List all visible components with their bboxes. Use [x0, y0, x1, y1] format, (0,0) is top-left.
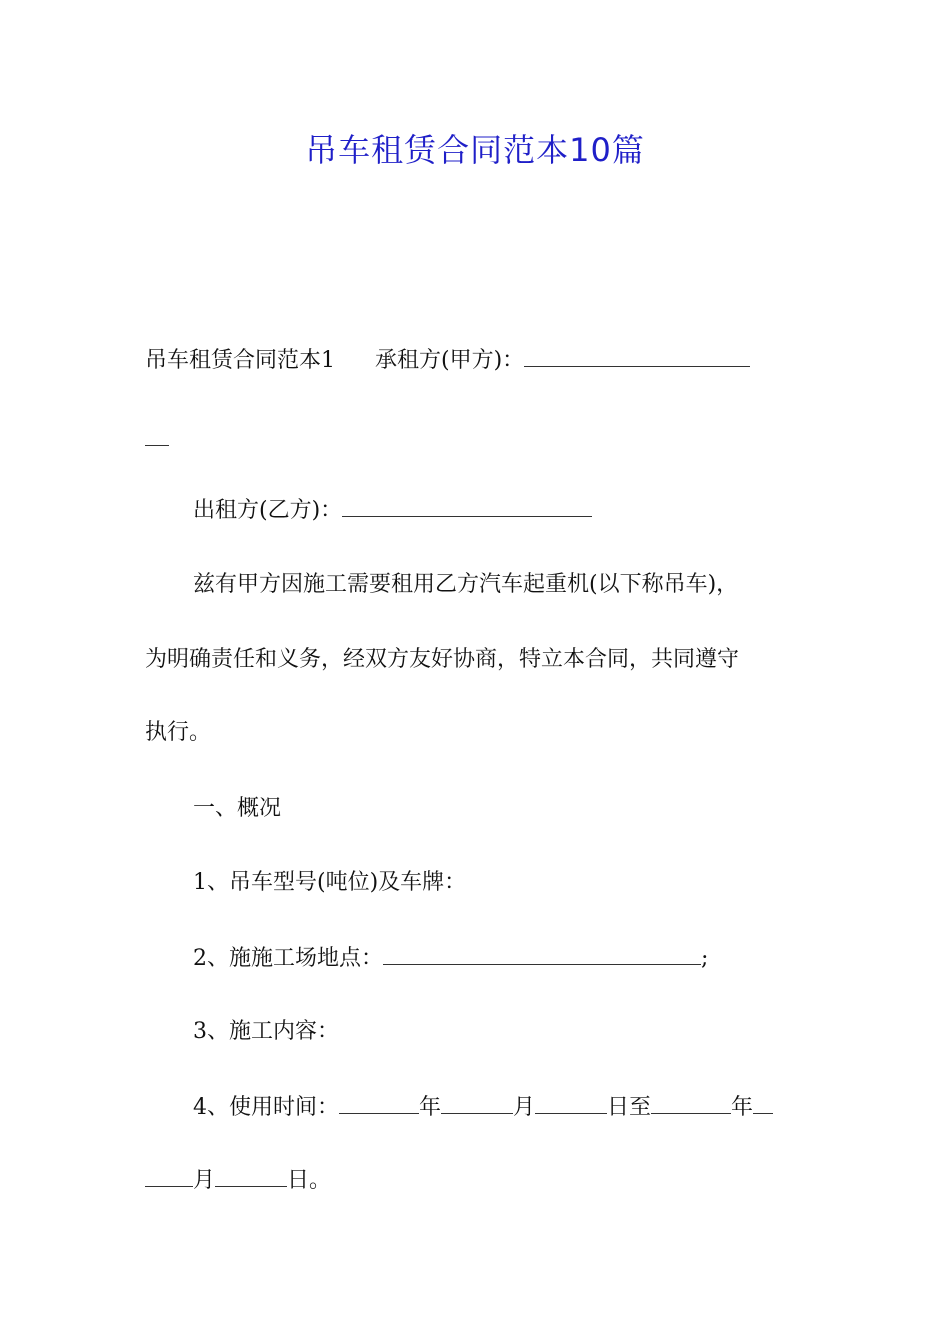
end-year-blank [651, 1093, 731, 1114]
end-month-blank-end [145, 1166, 193, 1187]
item-4-line [193, 1093, 773, 1123]
intro-line-3: 执行。 [145, 720, 212, 745]
lessee-blank [524, 346, 750, 367]
site-blank [383, 944, 701, 965]
day-end-label: 日。 [287, 1168, 332, 1193]
start-month-label: 月 [513, 1095, 536, 1120]
item-2-line [193, 944, 708, 974]
day-to-label: 日至 [607, 1095, 652, 1120]
start-year-label: 年 [419, 1095, 442, 1120]
lessor-label: 出租方(乙方)： [193, 498, 343, 523]
start-day-blank [535, 1093, 607, 1114]
end-year-label: 年 [731, 1095, 754, 1120]
lessor-blank [342, 496, 592, 517]
section1-heading: 一、概况 [193, 796, 282, 821]
lessor-line [193, 496, 592, 526]
end-day-blank [215, 1166, 287, 1187]
document-title: 吊车租赁合同范本10篇 [305, 131, 645, 169]
intro-line-2: 为明确责任和义务，经双方友好协商，特立本合同，共同遵守 [145, 647, 740, 672]
item-2-label: 2、施施工场地点： [193, 946, 383, 971]
lessee-label: 承租方(甲方)： [375, 348, 525, 373]
lessee-blank-continuation-line [145, 425, 169, 455]
start-month-blank [441, 1093, 513, 1114]
lessee-blank-continuation [145, 425, 169, 446]
contract-heading: 吊车租赁合同范本1 [145, 348, 335, 373]
end-month-blank-start [753, 1093, 773, 1114]
intro-line-1: 兹有甲方因施工需要租用乙方汽车起重机(以下称吊车)， [193, 572, 739, 597]
item-3: 3、施工内容： [193, 1019, 339, 1044]
item-2-end: ; [701, 946, 709, 971]
contract-heading-line [145, 346, 750, 376]
start-year-blank [339, 1093, 419, 1114]
item-4-continuation-line [145, 1166, 331, 1196]
end-month-label: 月 [193, 1168, 216, 1193]
item-4-label: 4、使用时间： [193, 1095, 339, 1120]
item-1: 1、吊车型号(吨位)及车牌： [193, 870, 467, 895]
